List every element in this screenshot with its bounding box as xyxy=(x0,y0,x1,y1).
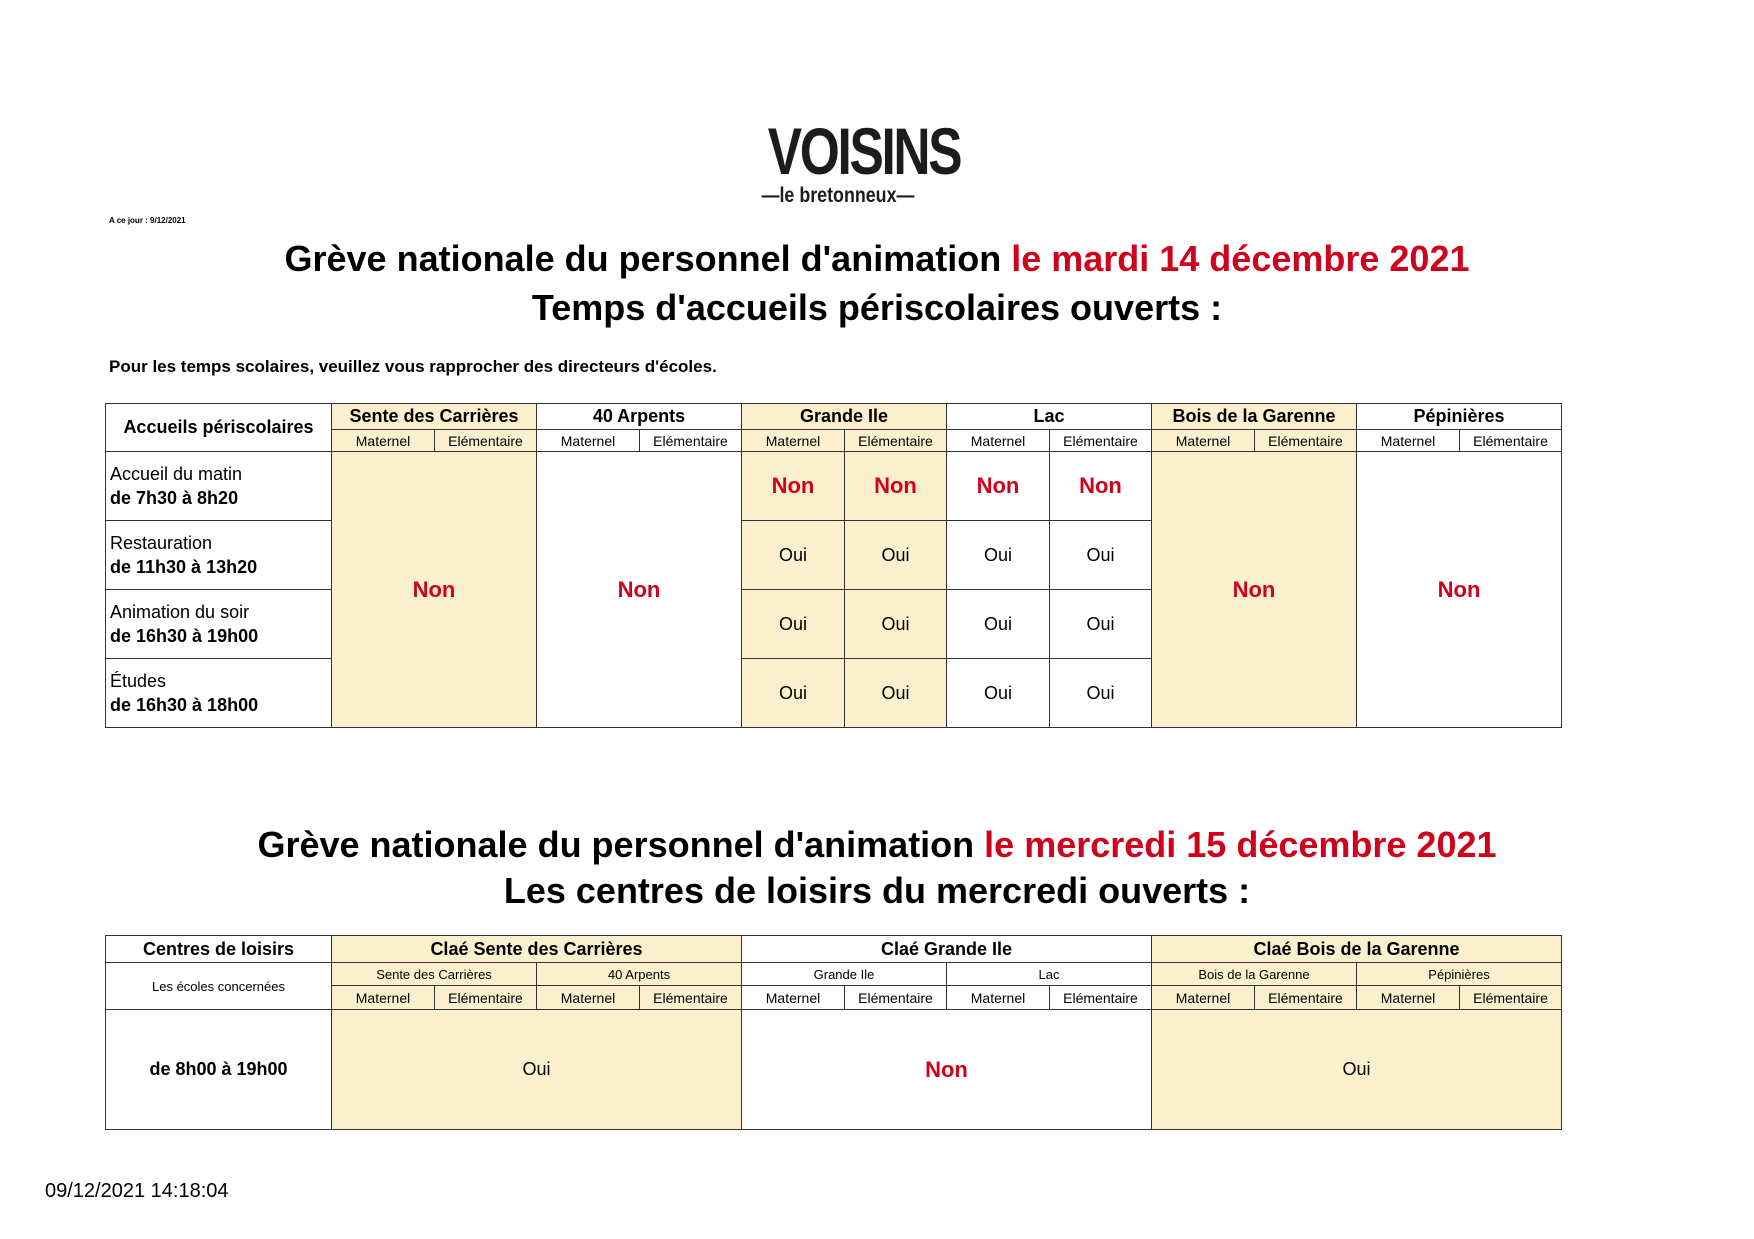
row-time: de 11h30 à 13h20 xyxy=(110,557,258,577)
section2-title-date: le mercredi 15 décembre 2021 xyxy=(984,824,1497,865)
level-header: Elémentaire xyxy=(435,430,537,452)
level-header: Elémentaire xyxy=(1050,430,1152,452)
level-header: Maternel xyxy=(742,986,845,1010)
value-cell: Non xyxy=(845,452,947,521)
centre-header: Claé Grande Ile xyxy=(742,936,1152,963)
row-name: Restauration xyxy=(110,533,213,553)
school-header: Pépinières xyxy=(1357,404,1562,430)
level-header: Elémentaire xyxy=(640,430,742,452)
row-label xyxy=(106,590,332,659)
level-header: Elémentaire xyxy=(1255,986,1357,1010)
school-header: Lac xyxy=(947,404,1152,430)
section2-subtitle: Les centres de loisirs du mercredi ouverts : xyxy=(503,870,1251,911)
row-time: de 16h30 à 19h00 xyxy=(110,626,259,646)
arpents-cell: Non xyxy=(537,452,742,728)
logo-main-text: VOISINS xyxy=(767,114,961,188)
value-cell: Oui xyxy=(1152,1010,1562,1130)
schools-label: Les écoles concernées xyxy=(106,963,332,1010)
level-header: Elémentaire xyxy=(1460,430,1562,452)
row-name: Études xyxy=(110,671,167,691)
school-header: Pépinières xyxy=(1357,963,1562,986)
level-header: Maternel xyxy=(1357,430,1460,452)
row-name: Animation du soir xyxy=(110,602,250,622)
school-header: Lac xyxy=(947,963,1152,986)
value-cell: Non xyxy=(742,1010,1152,1130)
school-header: Grande Ile xyxy=(742,963,947,986)
value-cell: Non xyxy=(947,452,1050,521)
voisins-logo xyxy=(748,114,961,208)
periscolaire-table xyxy=(105,403,1562,728)
level-header: Elémentaire xyxy=(845,430,947,452)
school-header: 40 Arpents xyxy=(537,404,742,430)
as-of-date: A ce jour : 9/12/2021 xyxy=(109,216,186,225)
section1-title-black: Grève nationale du personnel d'animation xyxy=(284,238,1012,279)
row-label xyxy=(106,521,332,590)
sente-cell: Non xyxy=(332,452,537,728)
value-cell: Oui xyxy=(332,1010,742,1130)
row-label: de 8h00 à 19h00 xyxy=(106,1010,332,1130)
section1-title xyxy=(0,238,1754,280)
value-cell: Non xyxy=(742,452,845,521)
value-cell: Oui xyxy=(845,659,947,728)
pepinieres-cell: Non xyxy=(1357,452,1562,728)
table-row xyxy=(106,1010,1562,1130)
row-label xyxy=(106,452,332,521)
section1-title-date: le mardi 14 décembre 2021 xyxy=(1011,238,1470,279)
school-header: Bois de la Garenne xyxy=(1152,963,1357,986)
level-header: Maternel xyxy=(742,430,845,452)
level-header: Elémentaire xyxy=(435,986,537,1010)
school-header: Sente des Carrières xyxy=(332,963,537,986)
section2-title xyxy=(0,824,1754,866)
value-cell: Oui xyxy=(1050,590,1152,659)
level-header: Maternel xyxy=(1152,430,1255,452)
school-header: Sente des Carrières xyxy=(332,404,537,430)
value-cell: Oui xyxy=(947,521,1050,590)
centre-header: Claé Bois de la Garenne xyxy=(1152,936,1562,963)
row-name: Accueil du matin xyxy=(110,464,243,484)
level-header: Maternel xyxy=(332,986,435,1010)
value-cell: Oui xyxy=(742,590,845,659)
level-header: Maternel xyxy=(1357,986,1460,1010)
level-header: Maternel xyxy=(332,430,435,452)
value-cell: Oui xyxy=(947,659,1050,728)
level-header: Elémentaire xyxy=(1255,430,1357,452)
centres-loisirs-table xyxy=(105,935,1562,1130)
school-header: Bois de la Garenne xyxy=(1152,404,1357,430)
level-header: Elémentaire xyxy=(845,986,947,1010)
value-cell: Oui xyxy=(845,521,947,590)
level-header: Elémentaire xyxy=(1460,986,1562,1010)
row-label xyxy=(106,659,332,728)
value-cell: Non xyxy=(1050,452,1152,521)
section1-note: Pour les temps scolaires, veuillez vous rapprocher des directeurs d'écoles. xyxy=(109,357,717,376)
value-cell: Oui xyxy=(742,659,845,728)
bois-cell: Non xyxy=(1152,452,1357,728)
table-row xyxy=(106,452,1562,521)
value-cell: Oui xyxy=(1050,659,1152,728)
table2-corner: Centres de loisirs xyxy=(106,936,332,963)
level-header: Maternel xyxy=(537,986,640,1010)
level-header: Maternel xyxy=(947,986,1050,1010)
level-header: Maternel xyxy=(947,430,1050,452)
level-header: Elémentaire xyxy=(640,986,742,1010)
section1-subtitle: Temps d'accueils périscolaires ouverts : xyxy=(531,287,1223,328)
level-header: Maternel xyxy=(537,430,640,452)
school-header: 40 Arpents xyxy=(537,963,742,986)
value-cell: Oui xyxy=(947,590,1050,659)
level-header: Maternel xyxy=(1152,986,1255,1010)
value-cell: Oui xyxy=(742,521,845,590)
value-cell: Oui xyxy=(1050,521,1152,590)
school-header: Grande Ile xyxy=(742,404,947,430)
table1-corner: Accueils périscolaires xyxy=(106,404,332,452)
value-cell: Oui xyxy=(845,590,947,659)
row-time: de 16h30 à 18h00 xyxy=(110,695,259,715)
level-header: Elémentaire xyxy=(1050,986,1152,1010)
logo-sub-text: —le bretonneux— xyxy=(761,184,915,207)
row-time: de 7h30 à 8h20 xyxy=(110,488,239,508)
print-timestamp: 09/12/2021 14:18:04 xyxy=(45,1180,229,1202)
centre-header: Claé Sente des Carrières xyxy=(332,936,742,963)
section2-title-black: Grève nationale du personnel d'animation xyxy=(257,824,985,865)
